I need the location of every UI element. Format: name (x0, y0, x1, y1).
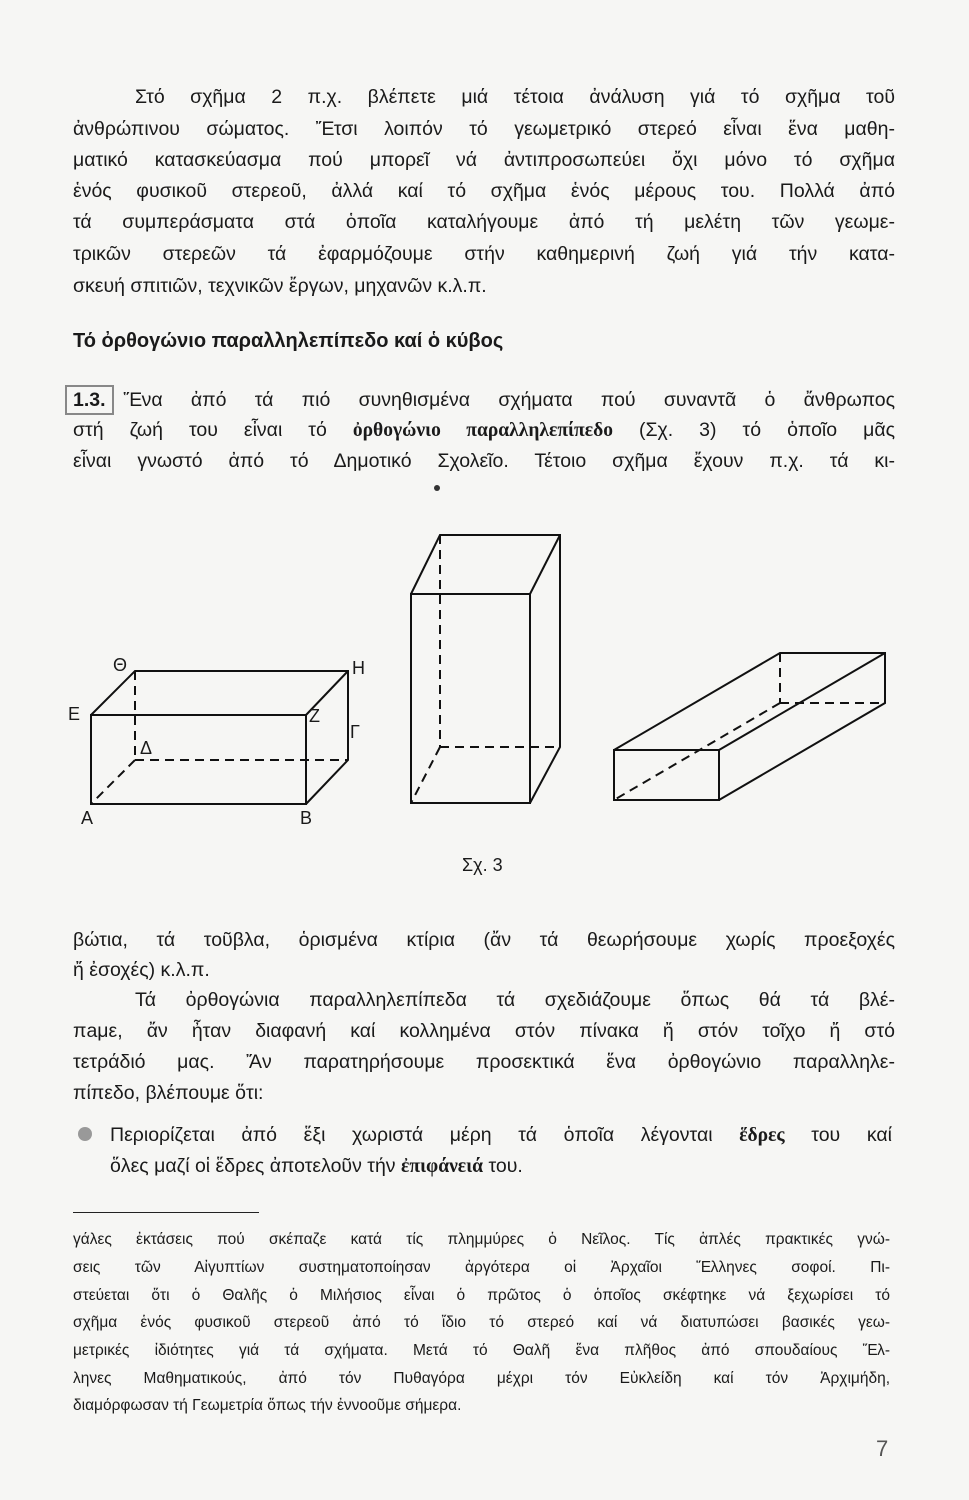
figure-caption: Σχ. 3 (462, 855, 503, 875)
section-text: Ἕνα ἀπό τά πιό συνηθισμένα σχήματα πού συναντᾶ ὁ ἄνθρωπος (123, 389, 895, 411)
box-3 (614, 653, 885, 800)
footnote-line: στεύεται ὅτι ὁ Θαλῆς ὁ Μιλήσιος εἶναι ὁ πρῶτος ὁ ὁποῖος σκέφτηκε νά ξεχωρίσει τό (73, 1287, 890, 1304)
body-line: βώτια, τά τοῦβλα, ὁρισμένα κτίρια (ἄν τά θεωρήσουμε χωρίς προεξοχές (73, 929, 895, 951)
body-line: τετράδιό μας. Ἄν παρατηρήσουμε προσεκτικά ἕνα ὀρθογώνιο παραλληλε- (73, 1051, 895, 1073)
box-2 (411, 535, 560, 803)
page-number: 7 (876, 1436, 889, 1461)
bullet-text: του. (488, 1155, 523, 1177)
bullet-line (110, 1122, 892, 1149)
intro-line: Στό σχῆμα 2 π.χ. βλέπετε μιά τέτοια ἀνάλυση γιά τό σχῆμα τοῦ (135, 86, 895, 108)
term-bold: ἕδρες (739, 1125, 785, 1146)
footnote-line: ληνες Μαθηματικούς, ἀπό τόν Πυθαγόρα μέχρι τόν Εὐκλείδη καί τόν Ἀρχιμήδη, (73, 1370, 890, 1387)
footnote-line: διαμόρφωσαν τή Γεωμετρία ὅπως τήν ἐννοοῦμε σήμερα. (73, 1397, 462, 1414)
intro-line: ἑνός φυσικοῦ στερεοῦ, ἀλλά καί τό σχῆμα ἑνός μέρους του. Πολλά ἀπό (73, 180, 895, 202)
section-heading: Τό ὀρθογώνιο παραλληλεπίπεδο καί ὁ κύβος (73, 330, 504, 352)
intro-line: ἀνθρώπινου σώματος. Ἔτσι λοιπόν τό γεωμετρικό στερεό εἶναι ἕνα μαθη- (73, 118, 895, 140)
intro-line: ματικό κατασκεύασμα πού μπορεῖ νά ἀντιπροσωπεύει ὄχι μόνο τό σχῆμα (73, 149, 895, 171)
bullet-line (110, 1153, 892, 1180)
box-1 (91, 671, 348, 804)
section-text: στή ζωή του εἶναι τό (73, 419, 327, 441)
footnote-line: μετρικές ἰδιότητες γιά τά σχήματα. Μετά τό Θαλῆ ἕνα πλῆθος ἀπό σπουδαίους Ἕλ- (73, 1342, 890, 1359)
intro-line: τά συμπεράσματα στά ὁποῖα καταλήγουμε ἀπό τή μελέτη τῶν γεωμε- (73, 211, 895, 233)
bullet-icon (78, 1127, 92, 1141)
body-line: πίπεδο, βλέπουμε ὅτι: (73, 1082, 264, 1104)
bullet-text: Περιορίζεται ἀπό ἕξι χωριστά μέρη τά ὁποῖα λέγονται (110, 1124, 713, 1146)
vertex-label: Ε (68, 704, 81, 724)
section-number: 1.3. (65, 385, 114, 415)
intro-line: τρικῶν στερεῶν τά ἐφαρμόζουμε στήν καθημερινή ζωή γιά τήν κατα- (73, 243, 895, 265)
footnote-divider (73, 1212, 259, 1213)
intro-line: σκευή σπιτιῶν, τεχνικῶν ἔργων, μηχανῶν κ.λ.π. (73, 275, 487, 297)
body-line: πaμε, ἄν ἦταν διαφανή καί κολλημένα στόν πίνακα ἤ στόν τοῖχο ἤ στό (73, 1020, 895, 1042)
section-line: εἶναι γνωστό ἀπό τό Δημοτικό Σχολεῖο. Τέτοιο σχῆμα ἔχουν π.χ. τά κι- (73, 450, 895, 472)
vertex-label: Ζ (309, 706, 320, 726)
vertex-label: Δ (140, 738, 153, 758)
footnote-line: σχῆμα ἑνός φυσικοῦ στερεοῦ ἀπό τό ἴδιο τό στερεό καί νά διατυπώσει βασικές γεω- (73, 1314, 890, 1331)
vertex-label: Α (81, 808, 94, 828)
bullet-text: του καί (811, 1124, 892, 1146)
vertex-label: Θ (113, 655, 128, 675)
bullet-text: ὅλες μαζί οἱ ἕδρες ἀποτελοῦν τήν (110, 1155, 396, 1177)
term-bold: ὀρθογώνιο παραλληλεπίπεδο (352, 420, 613, 441)
vertex-label: Γ (350, 722, 360, 742)
vertex-label: Β (300, 808, 313, 828)
section-text: (Σχ. 3) τό ὁποῖο μᾶς (638, 419, 896, 441)
body-line: Τά ὀρθογώνια παραλληλεπίπεδα τά σχεδιάζουμε ὅπως θά τά βλέ- (135, 989, 895, 1011)
vertex-label: Η (352, 658, 365, 678)
footnote-line: σεις τῶν Αἰγυπτίων συστηματοποίησαν ἀργότερα οἱ Ἀρχαῖοι Ἕλληνες σοφοί. Πι- (73, 1259, 890, 1276)
footnote-line: γάλες ἐκτάσεις πού σκέπαζε κατά τίς πλημμύρες ὁ Νεῖλος. Τίς ἁπλές πρακτικές γνώ- (73, 1231, 890, 1248)
term-bold: ἐπιφάνειά (400, 1156, 484, 1177)
body-line: ἤ ἐσοχές) κ.λ.π. (73, 959, 210, 981)
